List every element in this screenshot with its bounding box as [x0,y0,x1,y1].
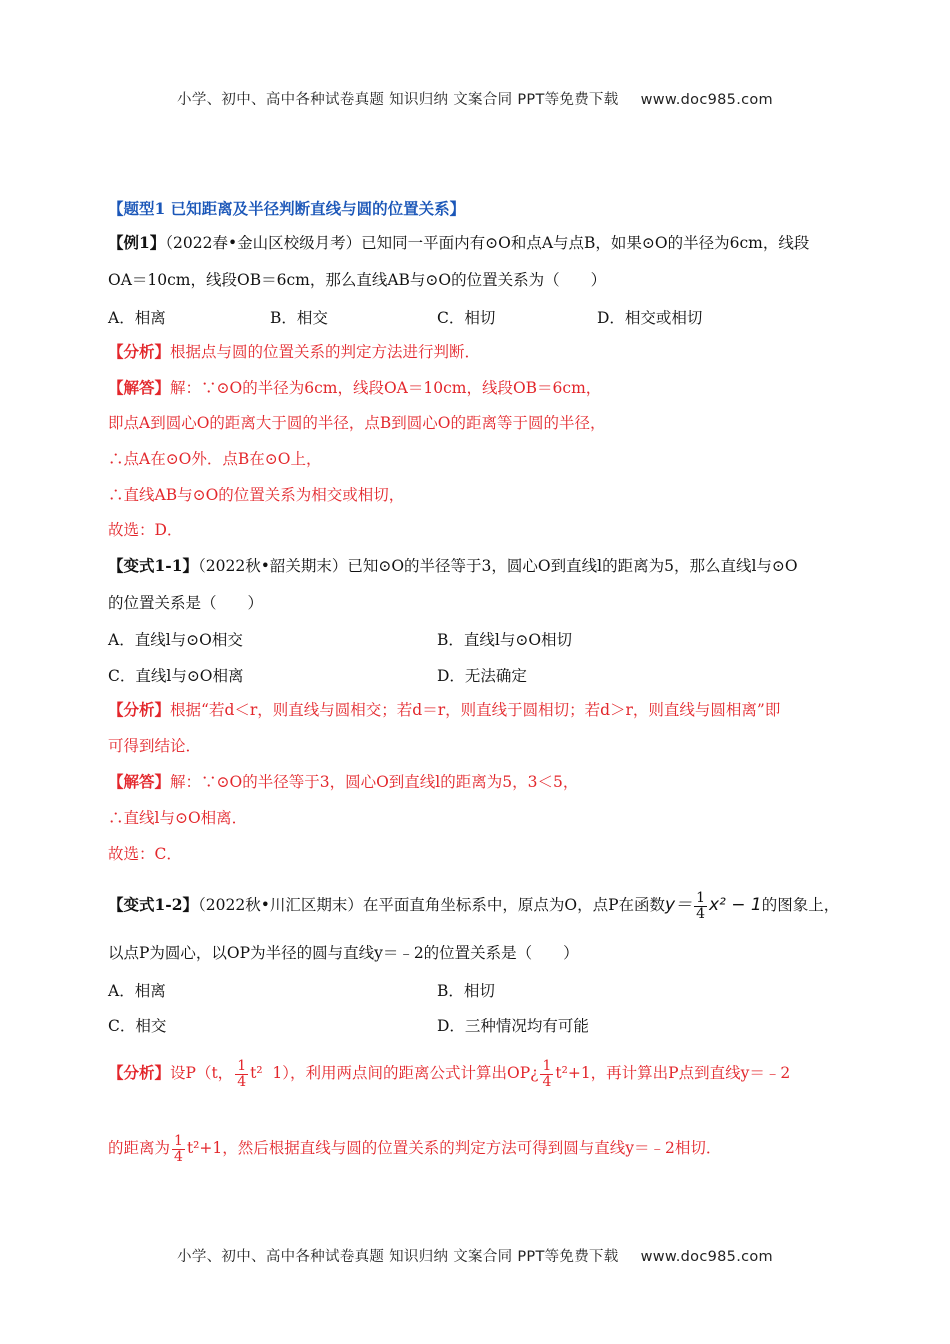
v12-analysis-line1 [108,1058,790,1090]
v12-frac-num: 1 [696,889,705,906]
v12-func-lhs: y＝ [665,895,693,915]
ex1-answer-text1: 解：∵⊙O的半径为6cm，线段OA＝10cm，线段OB＝6cm， [170,379,602,397]
v11-analysis-line1 [108,700,780,720]
v12-af1-den: 4 [237,1073,247,1090]
footer-text: 小学、初中、高中各种试卷真题 知识归纳 文案合同 PPT等免费下载 [177,1249,619,1265]
v12-af3-num: 1 [174,1132,183,1149]
ex1-option-b: B．相交 [270,309,328,327]
page-footer [0,1245,950,1266]
v12-func-rhs: x² − 1 [708,895,762,915]
v12-q1b: 的图象上， [761,896,840,914]
ex1-question-line2: OA＝10cm，线段OB＝6cm，那么直线AB与⊙O的位置关系为（ ） [108,271,607,289]
ex1-question-line1 [108,233,809,253]
v11-analysis-line2: 可得到结论． [108,737,202,755]
ex1-answer-tag: 【解答】 [108,378,171,397]
v12-option-a: A．相离 [108,982,166,1000]
v11-option-c: C．直线l与⊙O相离 [108,667,244,685]
v11-source: （2022秋•韶关期末） [198,557,348,575]
v11-q1: 已知⊙O的半径等于3，圆心O到直线l的距离为5，那么直线l与⊙O [347,557,798,575]
v11-question-line1 [108,556,798,576]
v12-analysis-1b: t² 1），利用两点间的距离公式计算出OP¿ [250,1064,539,1082]
v12-func-fraction [694,891,707,922]
v11-option-a: A．直线l与⊙O相交 [108,631,243,649]
ex1-answer-line1 [108,378,601,398]
v12-q1a: 在平面直角坐标系中，原点为O，点P在函数 [362,896,665,914]
footer-url[interactable]: www.doc985.com [640,1249,773,1265]
v12-analysis-2b: t²+1，然后根据直线与圆的位置关系的判定方法可得到圆与直线y＝﹣2相切． [186,1139,722,1157]
ex1-answer-line2: 即点A到圆心O的距离大于圆的半径，点B到圆心O的距离等于圆的半径， [108,414,606,432]
v12-analysis-fraction3 [172,1134,185,1165]
ex1-answer-line4: ∴直线AB与⊙O的位置关系为相交或相切， [108,486,405,504]
v11-option-d: D．无法确定 [437,667,527,685]
v12-analysis-tag: 【分析】 [108,1063,171,1082]
v11-analysis-text1: 根据“若d＜r，则直线与圆相交；若d＝r，则直线于圆相切；若d＞r，则直线与圆相离”即 [170,701,781,719]
ex1-analysis-tag: 【分析】 [108,342,171,361]
v11-answer-line2: ∴直线l与⊙O相离． [108,809,248,827]
ex1-option-a: A．相离 [108,309,166,327]
v12-af3-den: 4 [174,1148,183,1165]
page-header [0,88,950,109]
v12-option-b: B．相切 [437,982,495,1000]
v11-analysis-tag: 【分析】 [108,700,171,719]
ex1-answer-line3: ∴点A在⊙O外．点B在⊙O上， [108,450,322,468]
header-url[interactable]: www.doc985.com [640,92,773,108]
v12-analysis-1a: 设P（t， [170,1064,234,1082]
v12-analysis-fraction1 [235,1059,248,1090]
ex1-option-d: D．相交或相切 [597,309,703,327]
v12-tag: 【变式1-2】 [108,895,199,914]
v11-answer-line1 [108,772,578,792]
v11-answer-text1: 解：∵⊙O的半径等于3，圆心O到直线l的距离为5，3＜5， [170,773,579,791]
ex1-tag: 【例1】 [108,233,166,252]
v12-af1-num: 1 [237,1057,247,1074]
v11-answer-tag: 【解答】 [108,772,171,791]
v12-analysis-line2 [108,1133,721,1165]
v12-af2-den: 4 [542,1073,552,1090]
v11-answer-line3: 故选：C． [108,845,182,863]
v12-question-line2: 以点P为圆心，以OP为半径的圆与直线y＝﹣2的位置关系是（ ） [108,944,579,962]
ex1-option-c: C．相切 [437,309,496,327]
header-text: 小学、初中、高中各种试卷真题 知识归纳 文案合同 PPT等免费下载 [177,92,619,108]
v12-analysis-fraction2 [540,1059,553,1090]
v11-option-b: B．直线l与⊙O相切 [437,631,573,649]
v12-af2-num: 1 [542,1057,552,1074]
v12-option-c: C．相交 [108,1017,167,1035]
v12-frac-den: 4 [696,905,705,922]
v12-source: （2022秋•川汇区期末） [198,896,363,914]
v12-analysis-1c: t²+1，再计算出P点到直线y＝﹣2 [555,1064,791,1082]
ex1-answer-line5: 故选：D． [108,521,183,539]
ex1-q1: 已知同一平面内有⊙O和点A与点B，如果⊙O的半径为6cm，线段 [361,234,810,252]
ex1-analysis-text: 根据点与圆的位置关系的判定方法进行判断． [170,343,481,361]
v11-question-line2: 的位置关系是（ ） [108,594,264,612]
ex1-source: （2022春•金山区校级月考） [165,234,362,252]
v12-option-d: D．三种情况均有可能 [437,1017,589,1035]
ex1-analysis [108,342,480,362]
v12-analysis-2a: 的距离为 [108,1139,171,1157]
section-title: 【题型1 已知距离及半径判断直线与圆的位置关系】 [108,199,466,218]
v12-question-line1 [108,890,839,922]
v11-tag: 【变式1-1】 [108,556,199,575]
